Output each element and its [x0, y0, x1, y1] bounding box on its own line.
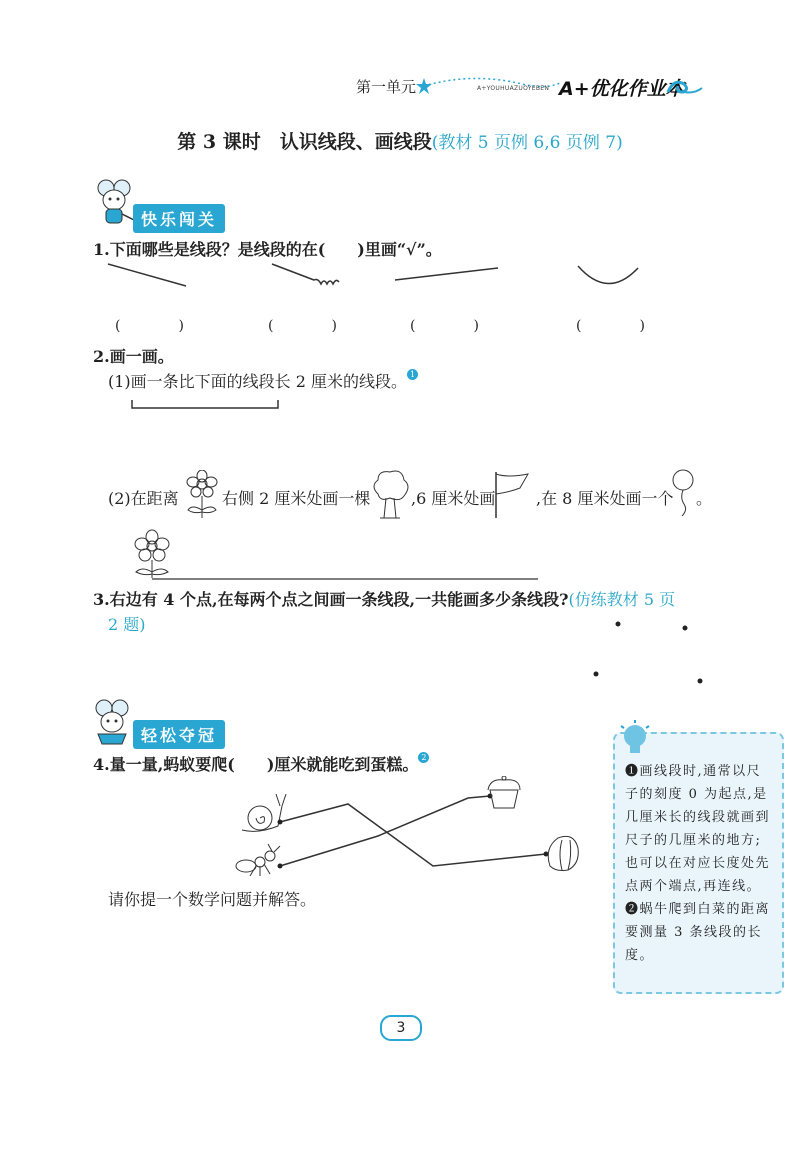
lesson-title: [0, 127, 800, 154]
question-4: 4.量一量,蚂蚁要爬( )厘米就能吃到蛋糕。 $^2$: [93, 752, 429, 775]
point-2: [683, 626, 688, 631]
figure-b-wavy-line: [272, 264, 339, 284]
question-2: 2.画一画。: [93, 347, 174, 366]
reference-segment: [130, 398, 282, 412]
answer-paren-1[interactable]: ( ): [115, 318, 184, 334]
q4-followup: 请你提一个数学问题并解答。: [108, 890, 317, 909]
swirl-icon: [664, 76, 704, 98]
answer-paren-3[interactable]: ( ): [410, 318, 479, 334]
question-2-part-2d: ,在 8 厘米处画一个: [536, 489, 674, 508]
figure-a-segment: [108, 264, 186, 286]
star-icon: [416, 78, 432, 94]
question-2-part-2e: 。: [696, 489, 713, 508]
unit-label: 第一单元: [356, 78, 417, 96]
note-marker-2: 2: [418, 752, 429, 763]
question-2-part-1: (1)画一条比下面的线段长 2 厘米的线段。 $^1$: [108, 369, 418, 392]
q3-points: [588, 618, 708, 688]
point-4: [698, 679, 703, 684]
ant-icon: [236, 844, 280, 876]
cake-icon: [488, 776, 520, 808]
answer-paren-4[interactable]: ( ): [576, 318, 645, 334]
tip-2: ❷蜗牛爬到白菜的距离要测量 3 条线段的长度。: [625, 902, 771, 963]
brand-title: A+优化作业本: [559, 78, 685, 100]
point-3: [594, 672, 599, 677]
mouse-mascot-icon-2: [92, 698, 136, 748]
section-easy-badge: 轻松夺冠: [133, 720, 225, 749]
cabbage-icon: [548, 836, 578, 870]
figure-c-line: [395, 268, 498, 280]
question-2-part-2a: (2)在距离: [108, 489, 179, 508]
question-3-reference: 2 题): [108, 615, 146, 634]
lesson-title-text: 第 3 课时 认识线段、画线段: [177, 131, 432, 153]
tree-icon: [370, 468, 410, 520]
question-2-part-2b: 右侧 2 厘米处画一棵: [222, 489, 371, 508]
mouse-mascot-icon: [92, 178, 136, 230]
question-1: 1.下面哪些是线段？是线段的在( )里画“√”。: [93, 240, 442, 259]
page-number: 3: [380, 1015, 422, 1041]
header-pinyin: A+YOUHUAZUOYEBEN: [477, 85, 550, 92]
snail-icon: [242, 794, 286, 831]
balloon-icon: [670, 468, 696, 518]
figure-d-curve: [578, 266, 638, 284]
tips-content: [625, 760, 775, 967]
section-happy-badge: 快乐闯关: [133, 204, 225, 233]
flag-icon: [492, 470, 532, 520]
q1-figures: [100, 258, 660, 298]
flower-icon: [184, 470, 220, 520]
tip-1: ❶画线段时,通常以尺子的刻度 0 为起点,是几厘米长的线段就画到尺子的几厘米的地方;也可以在对应长度处先点两个端点,再连线。: [625, 764, 771, 894]
note-marker-1: 1: [407, 369, 418, 380]
lightbulb-icon: [618, 720, 652, 758]
q4-path-figure: [228, 776, 588, 886]
question-3: 3.右边有 4 个点,在每两个点之间画一条线段,一共能画多少条线段?(仿练教材 5 页: [93, 590, 676, 609]
drawing-baseline: [128, 526, 540, 582]
flower-icon-2: [135, 530, 169, 578]
lesson-reference: (教材 5 页例 6,6 页例 7): [431, 133, 623, 153]
point-1: [616, 622, 621, 627]
question-2-part-2c: ,6 厘米处画: [411, 489, 496, 508]
snail-path: [280, 804, 546, 866]
answer-paren-2[interactable]: ( ): [268, 318, 337, 334]
